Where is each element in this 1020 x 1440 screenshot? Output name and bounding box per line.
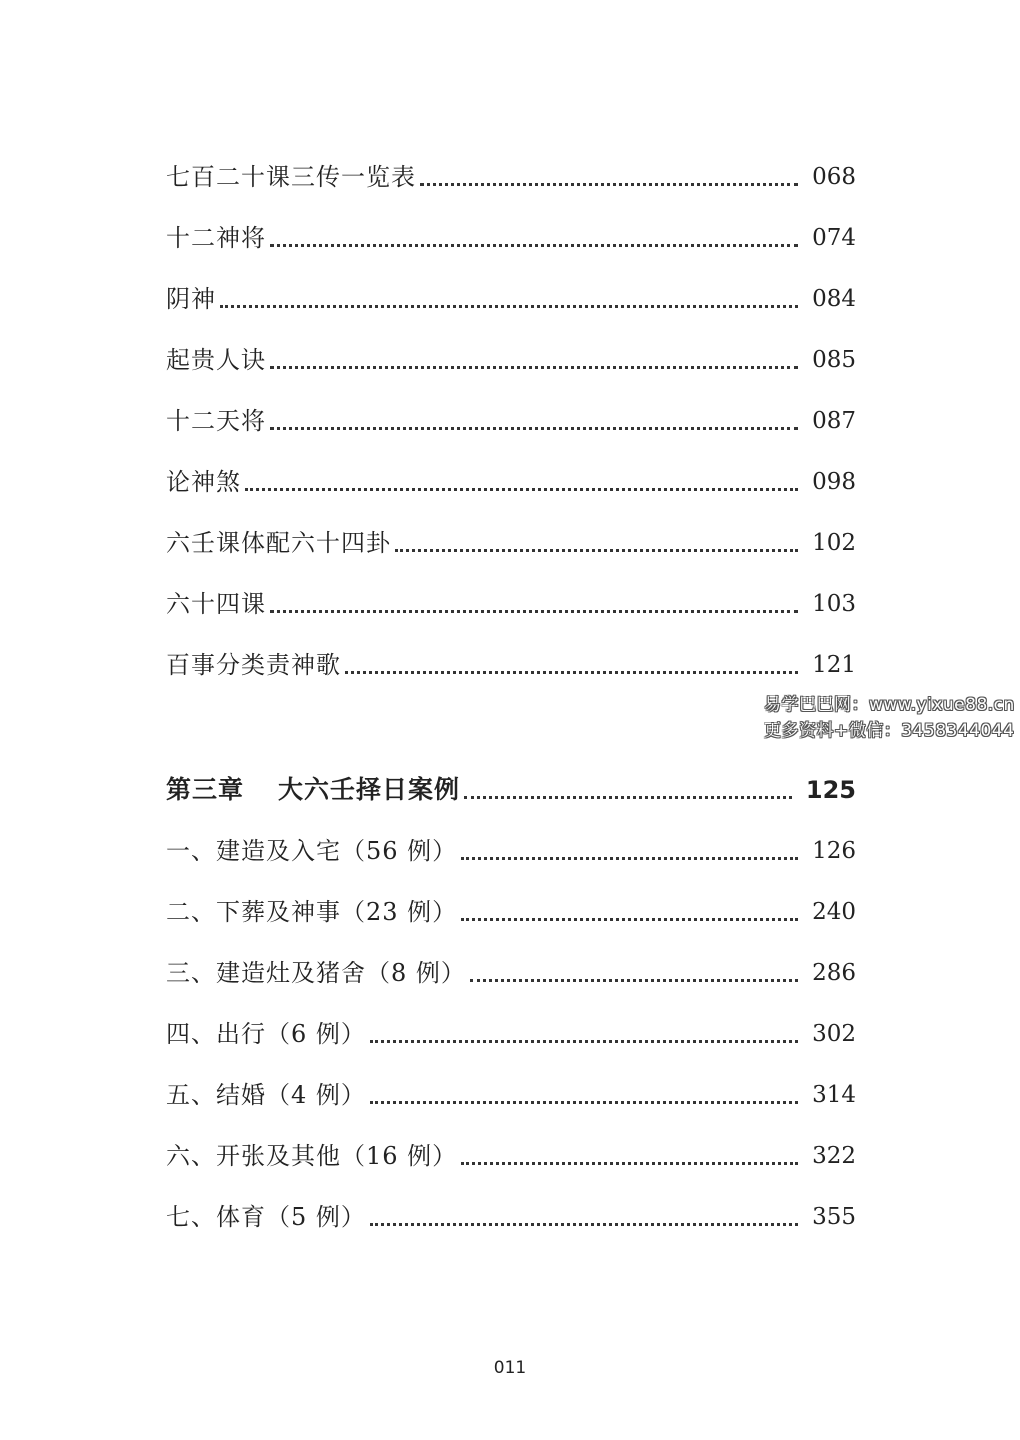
toc-entry-title: 六壬课体配六十四卦: [166, 529, 391, 557]
toc-section-page: 286: [812, 960, 856, 986]
dot-leader: [461, 857, 798, 860]
toc-section-title: 六、开张及其他（16 例）: [166, 1142, 458, 1170]
dot-leader: [245, 488, 798, 491]
toc-entry-title: 阴神: [166, 285, 216, 313]
page-number: 011: [493, 1358, 527, 1378]
toc-entry-page: 121: [812, 652, 856, 678]
dot-leader: [370, 1101, 798, 1104]
toc-section-page: 322: [812, 1143, 856, 1169]
toc-section-title: 三、建造灶及猪舍（8 例）: [166, 959, 466, 987]
toc-section-page: 240: [812, 899, 856, 925]
toc-entry-page: 102: [812, 530, 856, 556]
watermark-line-1: 易学巴巴网：www.yixue88.cn: [764, 695, 1015, 715]
toc-chapter-heading[interactable]: [166, 765, 856, 805]
toc-entry[interactable]: [166, 457, 856, 497]
toc-section-title: 七、体育（5 例）: [166, 1203, 366, 1231]
dot-leader: [470, 979, 798, 982]
dot-leader: [464, 796, 792, 799]
toc-entry-title: 十二天将: [166, 407, 266, 435]
dot-leader: [420, 183, 798, 186]
dot-leader: [270, 610, 798, 613]
toc-section-page: 355: [812, 1204, 856, 1230]
dot-leader: [220, 305, 798, 308]
toc-entry[interactable]: [166, 335, 856, 375]
toc-entry-page: 084: [812, 286, 856, 312]
toc-section[interactable]: [166, 1131, 856, 1171]
toc-entry[interactable]: [166, 579, 856, 619]
toc-entry-title: 十二神将: [166, 224, 266, 252]
dot-leader: [395, 549, 798, 552]
toc-entry[interactable]: [166, 518, 856, 558]
dot-leader: [370, 1223, 798, 1226]
toc-section-page: 126: [812, 838, 856, 864]
dot-leader: [345, 671, 798, 674]
dot-leader: [270, 366, 798, 369]
toc-entry-title: 起贵人诀: [166, 346, 266, 374]
toc-section-page: 314: [812, 1082, 856, 1108]
toc-section[interactable]: [166, 1070, 856, 1110]
toc-section-title: 二、下葬及神事（23 例）: [166, 898, 458, 926]
toc-entry-page: 098: [812, 469, 856, 495]
toc-entry[interactable]: [166, 640, 856, 680]
toc-entry-title: 六十四课: [166, 590, 266, 618]
toc-section-page: 302: [812, 1021, 856, 1047]
toc-entry-page: 103: [812, 591, 856, 617]
toc-entry-title: 七百二十课三传一览表: [166, 163, 416, 191]
dot-leader: [461, 1162, 798, 1165]
toc-section-title: 四、出行（6 例）: [166, 1020, 366, 1048]
toc-entry-title: 百事分类责神歌: [166, 651, 341, 679]
dot-leader: [270, 427, 798, 430]
toc-section[interactable]: [166, 1009, 856, 1049]
chapter-title: 大六壬择日案例: [278, 775, 461, 804]
toc-section-title: 五、结婚（4 例）: [166, 1081, 366, 1109]
toc-entry[interactable]: [166, 213, 856, 253]
toc-entry[interactable]: [166, 396, 856, 436]
chapter-label: 第三章: [166, 775, 245, 804]
toc-section[interactable]: [166, 826, 856, 866]
toc-section-title: 一、建造及入宅（56 例）: [166, 837, 458, 865]
toc-entry-page: 085: [812, 347, 856, 373]
dot-leader: [270, 244, 798, 247]
watermark: [764, 692, 1015, 744]
watermark-line-2: 更多资料+微信：3458344044: [764, 721, 1015, 741]
toc-section[interactable]: [166, 948, 856, 988]
toc-section[interactable]: [166, 1192, 856, 1232]
dot-leader: [461, 918, 798, 921]
toc-entry-page: 068: [812, 164, 856, 190]
toc-entry-page: 074: [812, 225, 856, 251]
toc-entry[interactable]: [166, 274, 856, 314]
dot-leader: [370, 1040, 798, 1043]
toc-entry[interactable]: [166, 152, 856, 192]
chapter-page: 125: [805, 776, 856, 804]
toc-entry-title: 论神煞: [166, 468, 241, 496]
toc-entry-page: 087: [812, 408, 856, 434]
toc-section[interactable]: [166, 887, 856, 927]
